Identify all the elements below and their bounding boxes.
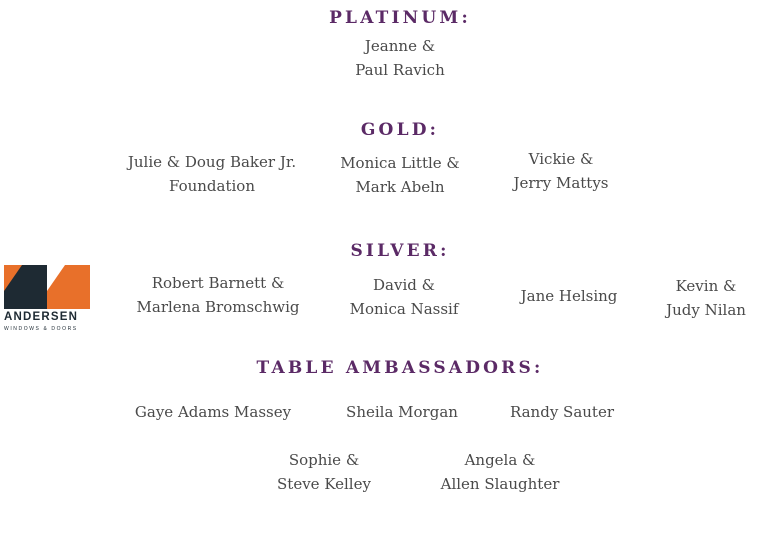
platinum-donor-ravich: Jeanne & Paul Ravich	[355, 37, 445, 79]
andersen-logo-tagline: WINDOWS & DOORS	[4, 326, 78, 332]
ambassador-slaughter: Angela & Allen Slaughter	[440, 451, 560, 493]
silver-donor-nassif: David & Monica Nassif	[349, 276, 459, 318]
ambassador-morgan: Sheila Morgan	[346, 403, 458, 421]
ambassador-sauter: Randy Sauter	[509, 403, 615, 421]
gold-donor-baker: Julie & Doug Baker Jr. Foundation	[127, 153, 297, 195]
platinum-heading: PLATINUM:	[329, 8, 471, 28]
ambassador-massey: Gaye Adams Massey	[134, 403, 292, 421]
gold-donor-little-abeln: Monica Little & Mark Abeln	[340, 154, 460, 196]
gold-donor-mattys: Vickie & Jerry Mattys	[513, 150, 609, 192]
andersen-logo-mark	[4, 265, 90, 309]
gold-heading: GOLD:	[360, 120, 440, 140]
silver-donor-helsing: Jane Helsing	[520, 287, 618, 305]
ambassador-kelley: Sophie & Steve Kelley	[277, 451, 371, 493]
silver-heading: SILVER:	[350, 241, 450, 261]
andersen-logo	[4, 265, 90, 335]
andersen-logo-wordmark: ANDERSEN	[4, 311, 79, 323]
table-ambassadors-heading: TABLE AMBASSADORS:	[256, 358, 544, 378]
silver-donor-nilan: Kevin & Judy Nilan	[666, 277, 746, 319]
silver-donor-barnett-bromschwig: Robert Barnett & Marlena Bromschwig	[136, 274, 300, 316]
